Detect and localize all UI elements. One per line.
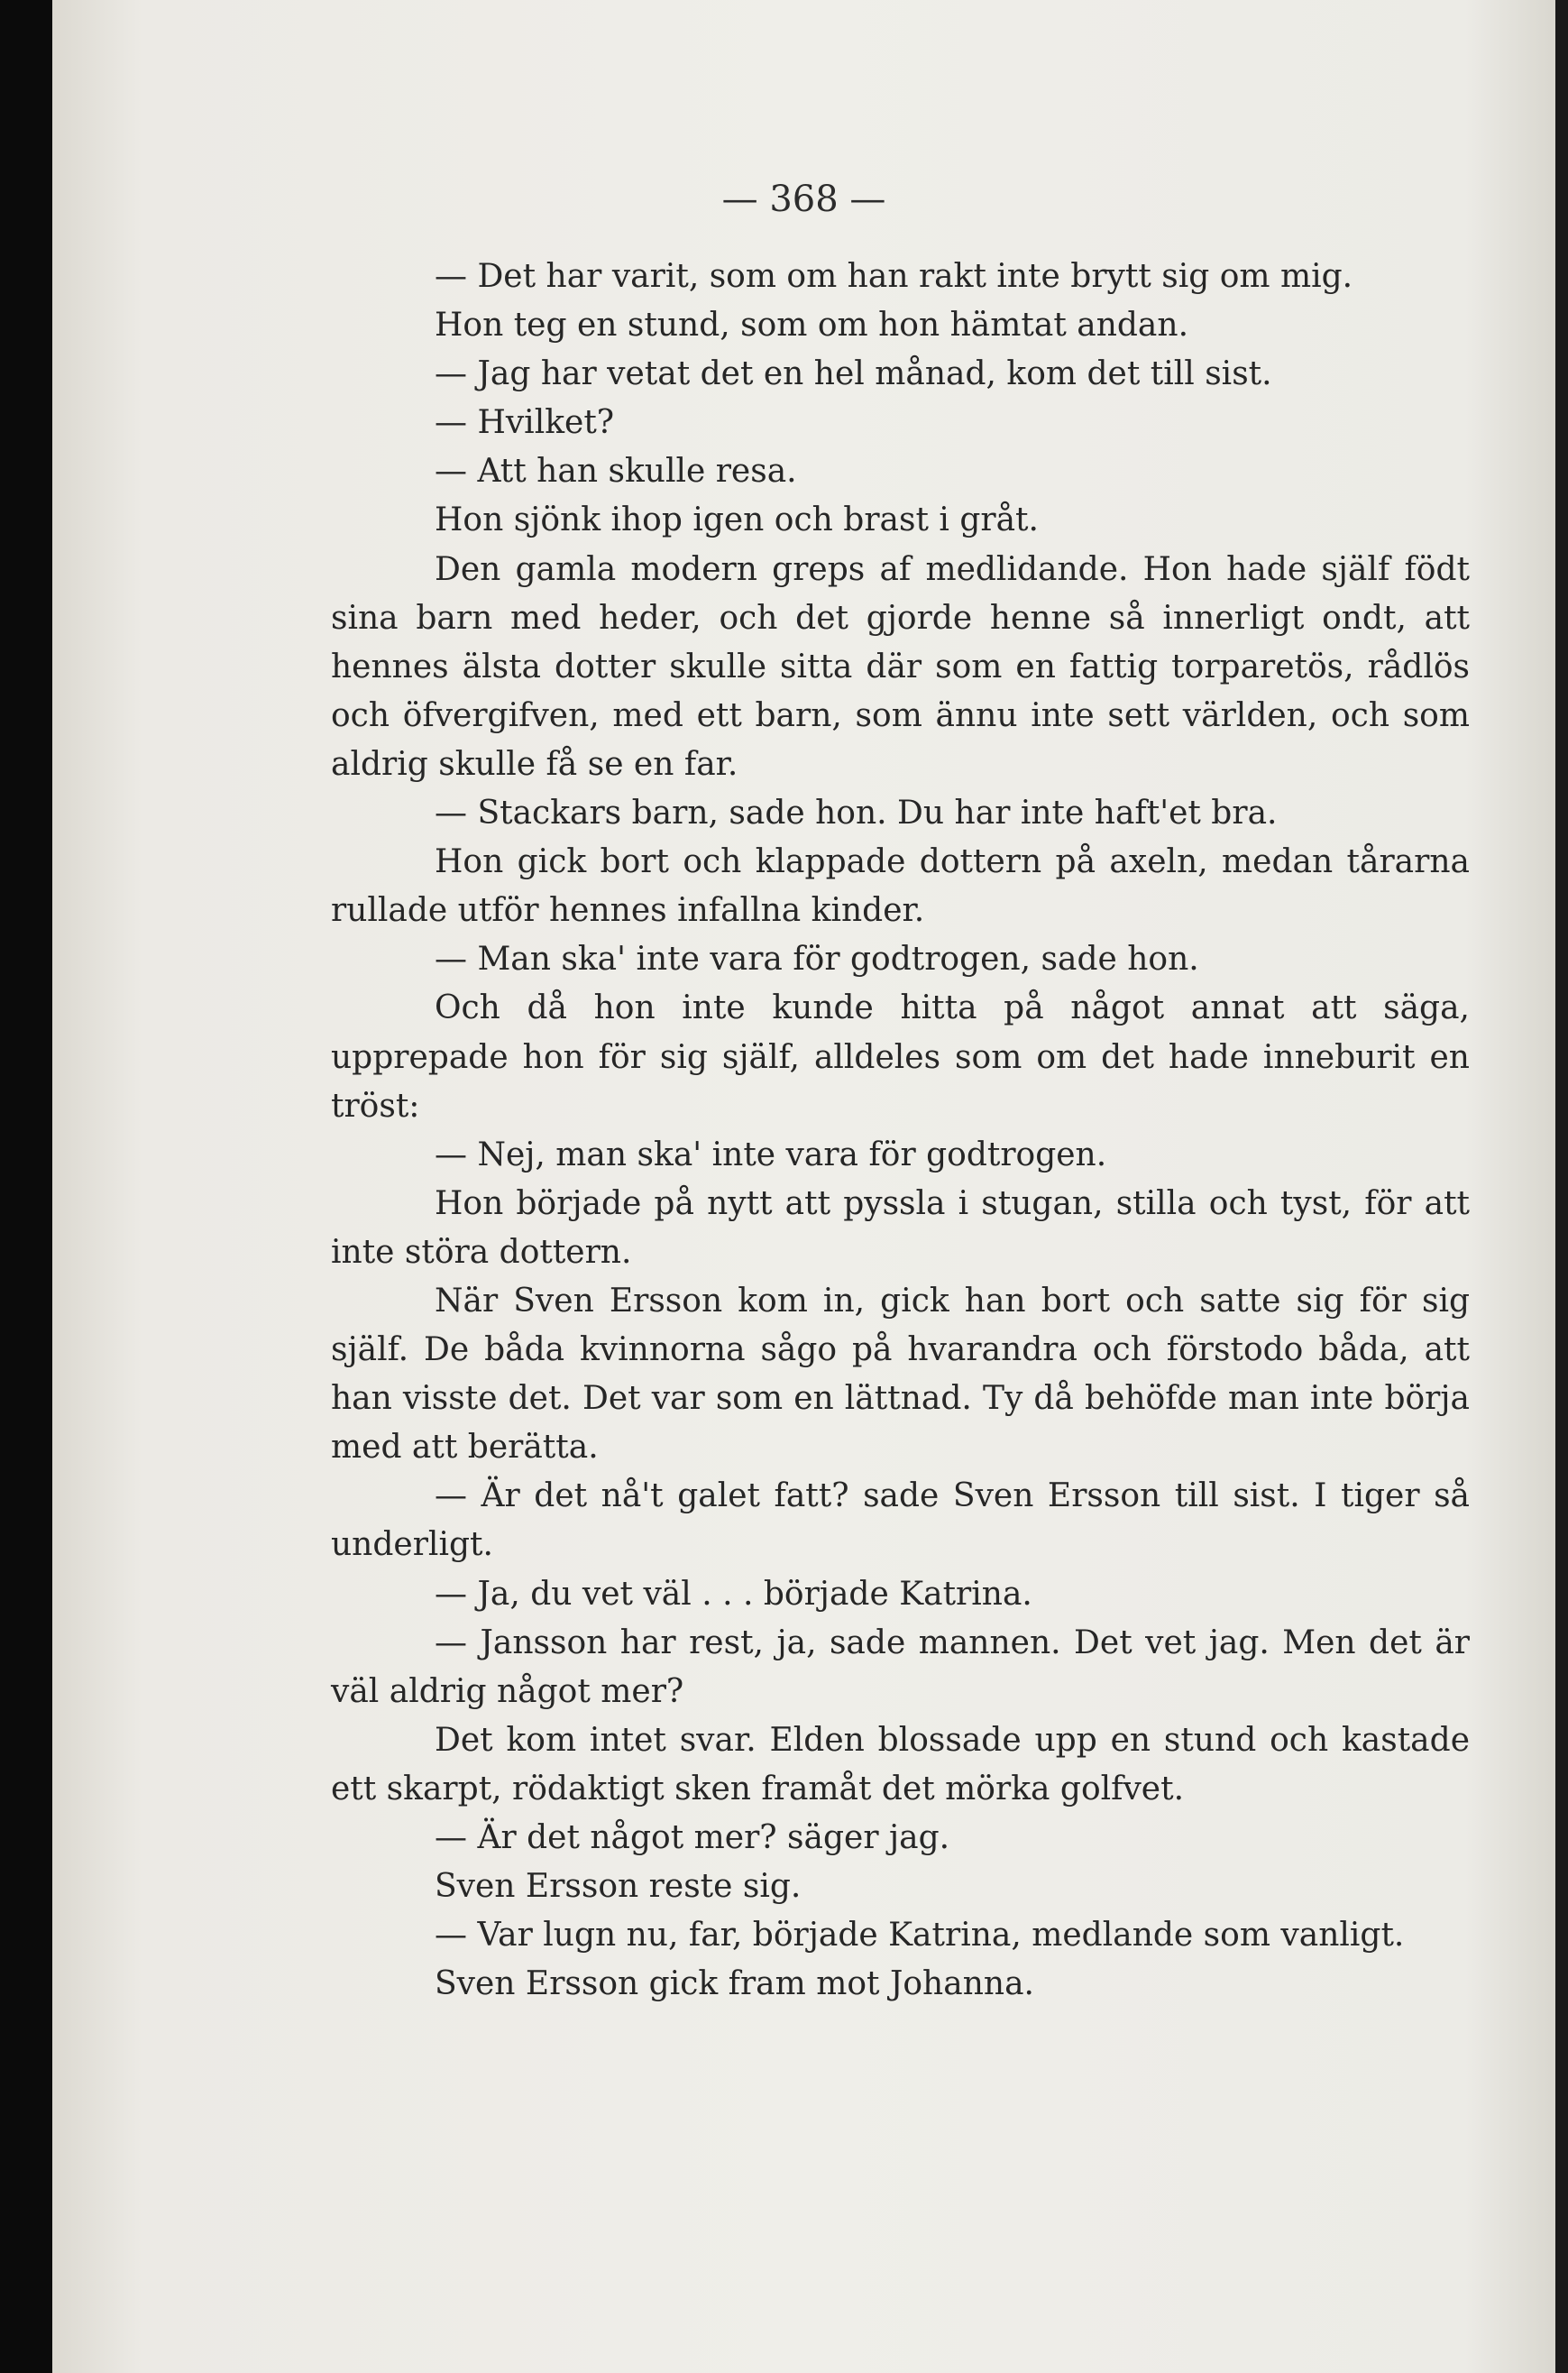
paragraph: — Stackars barn, sade hon. Du har inte haft'et bra. <box>435 795 1278 832</box>
paragraph: Hon sjönk ihop igen och brast i gråt. <box>435 501 1039 539</box>
paragraph: — Nej, man ska' inte vara för godtrogen. <box>435 1136 1107 1173</box>
body-text <box>331 253 1470 2009</box>
paragraph: När Sven Ersson kom in, gick han bort och satte sig för sig själf. De båda kvinnorna sågo på hvarandra och förstodo båda, att han visste det. Det var som en lättnad. Ty då behöfde man inte börja med att berätta. <box>331 1282 1470 1467</box>
paragraph: — Är det något mer? säger jag. <box>435 1819 950 1856</box>
paragraph: Sven Ersson gick fram mot Johanna. <box>435 1965 1034 2003</box>
paragraph: Sven Ersson reste sig. <box>435 1868 802 1906</box>
paragraph: Hon gick bort och klappade dottern på axeln, medan tårarna rullade utför hennes infallna kinder. <box>331 843 1470 930</box>
paragraph: — Ja, du vet väl . . . började Katrina. <box>435 1575 1032 1613</box>
paragraph: — Man ska' inte vara för godtrogen, sade hon. <box>435 941 1199 979</box>
paragraph: — Hvilket? <box>435 404 615 442</box>
paragraph: Den gamla modern greps af medlidande. Hon hade själf födt sina barn med heder, och det gjorde henne så innerligt ondt, att hennes älsta dotter skulle sitta där som en fattig torparetös, rådlös och öfvergifven, med ett barn, som ännu inte sett världen, och som aldrig skulle få se en far. <box>331 550 1470 783</box>
paragraph: — Jansson har rest, ja, sade mannen. Det vet jag. Men det är väl aldrig något mer? <box>331 1623 1470 1710</box>
paragraph: — Att han skulle resa. <box>435 453 797 491</box>
page-number: — 368 — <box>721 179 886 220</box>
scan-right-border <box>1555 0 1568 2373</box>
paragraph: Hon började på nytt att pyssla i stugan, stilla och tyst, för att inte störa dottern. <box>331 1184 1470 1271</box>
paragraph: — Är det nå't galet fatt? sade Sven Ersson till sist. I tiger så underligt. <box>331 1477 1470 1564</box>
paragraph: — Jag har vetat det en hel månad, kom det till sist. <box>435 355 1272 393</box>
paragraph: Och då hon inte kunde hitta på något annat att säga, upprepade hon för sig själf, alldeles som om det hade inneburit en tröst: <box>331 989 1470 1125</box>
paragraph: Det kom intet svar. Elden blossade upp en stund och kastade ett skarpt, rödaktigt sken framåt det mörka golfvet. <box>331 1721 1470 1807</box>
book-page <box>52 0 1555 2373</box>
paragraph: — Var lugn nu, far, började Katrina, medlande som vanligt. <box>435 1917 1405 1955</box>
paragraph: Hon teg en stund, som om hon hämtat andan. <box>435 307 1189 345</box>
scan-left-border <box>0 0 52 2373</box>
paragraph: — Det har varit, som om han rakt inte brytt sig om mig. <box>435 258 1353 295</box>
